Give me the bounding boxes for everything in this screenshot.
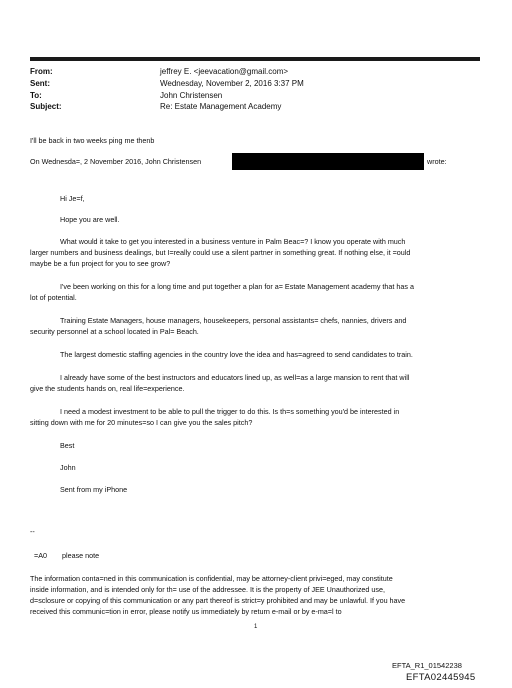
paragraph-5: The largest domestic staffing agencies in the country love the idea and has=agreed to send candidates to train. <box>60 350 413 359</box>
paragraph-4-line-2: security personnel at a school located in Pal= Beach. <box>30 327 199 336</box>
bates-number-1: EFTA_R1_01542238 <box>392 661 462 670</box>
note-prefix: =A0 <box>34 551 47 560</box>
paragraph-2-line-1: What would it take to get you interested in a business venture in Palm Beac=? I know you operate with much <box>60 237 406 246</box>
subject-label: Subject: <box>30 102 62 111</box>
paragraph-7-line-2: sitting down with me for 20 minutes=so I can give you the sales pitch? <box>30 418 253 427</box>
disclaimer-line-3: d=sclosure or copying of this communication or any part thereof is strict=y prohibited and may be unlawful. If you have <box>30 596 406 605</box>
disclaimer-line-1: The information conta=ned in this communication is confidential, may be attorney-client privi=eged, may constitute <box>30 574 393 583</box>
sender-name: John <box>60 463 76 472</box>
signature: Sent from my iPhone <box>60 485 128 494</box>
quote-intro: On Wednesda=, 2 November 2016, John Christensen <box>30 157 202 166</box>
paragraph-2-line-3: maybe be a fun project for you to see grow? <box>30 259 171 268</box>
subject-value: Re: Estate Management Academy <box>160 102 282 111</box>
note-label: please note <box>62 551 100 560</box>
closing: Best <box>60 441 75 450</box>
disclaimer-line-2: inside information, and is intended only for th= use of the addressee. It is the property of JEE Unauthorized use, <box>30 585 385 594</box>
paragraph-4-line-1: Training Estate Managers, house managers, housekeepers, personal assistants= chefs, nannies, drivers and <box>60 316 407 325</box>
quote-wrote: wrote: <box>427 157 447 166</box>
paragraph-6-line-2: give the students hands on, real life=experience. <box>30 384 185 393</box>
greeting: Hi Je=f, <box>60 194 85 203</box>
paragraph-3-line-2: lot of potential. <box>30 293 77 302</box>
disclaimer-line-4: received this communic=tion in error, please notify us immediately by return e-mail or by e-ma=l to <box>30 607 342 616</box>
paragraph-6-line-1: I already have some of the best instructors and educators lined up, as well=as a large mansion to rent that will <box>60 373 410 382</box>
sent-label: Sent: <box>30 79 50 88</box>
bates-number-2: EFTA02445945 <box>406 672 476 683</box>
header-rule <box>30 57 480 61</box>
from-value: jeffrey E. <jeevacation@gmail.com> <box>160 67 289 76</box>
sent-value: Wednesday, November 2, 2016 3:37 PM <box>160 79 304 88</box>
paragraph-2-line-2: larger numbers and business dealings, but I=really could use a silent partner in something great. If nothing else, it =ould <box>30 248 411 257</box>
paragraph-3-line-1: I've been working on this for a long time and put together a plan for a= Estate Management academy that has a <box>60 282 414 291</box>
paragraph-1: Hope you are well. <box>60 215 120 224</box>
page-number: 1 <box>254 624 258 630</box>
to-value: John Christensen <box>160 91 223 100</box>
separator: -- <box>30 527 35 536</box>
to-label: To: <box>30 91 42 100</box>
from-label: From: <box>30 67 53 76</box>
reply-text: I'll be back in two weeks ping me thenb <box>30 136 155 145</box>
redaction-box <box>232 153 424 170</box>
paragraph-7-line-1: I need a modest investment to be able to pull the trigger to do this. Is th=s something you'd be interested in <box>60 407 400 416</box>
